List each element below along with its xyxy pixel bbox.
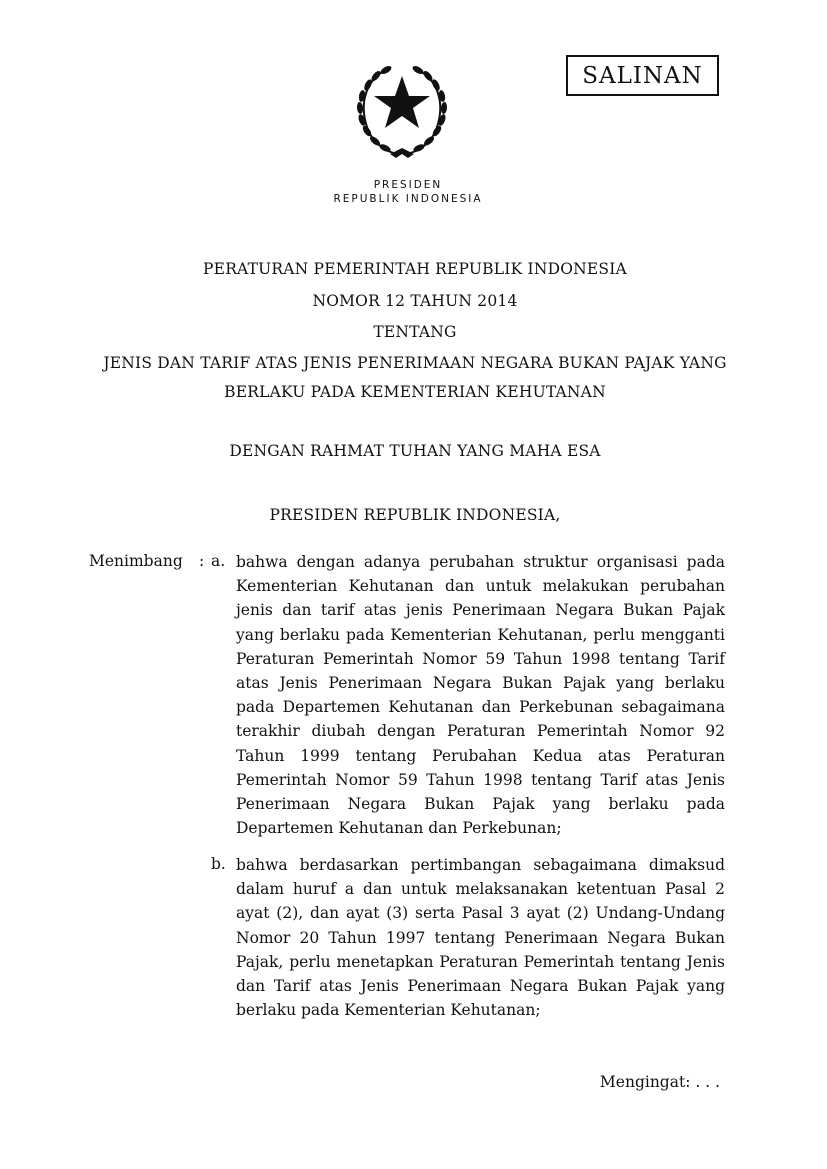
considerations-colon: : xyxy=(199,552,205,570)
consideration-b-text: bahwa berdasarkan pertimbangan sebagaimana dimaksud dalam huruf a dan untuk melaksanakan ketentuan Pasal 2 ayat (2), dan ayat (3) serta Pasal 3 ayat (2) Undang-Undang Nomor 20 Tahun 1997 tentang Penerimaan Negara Bukan Pajak, perlu menetapkan Peraturan Pemerintah tentang Jenis dan Tarif atas Jenis Penerimaan Negara Bukan Pajak yang berlaku pada Kementerian Kehutanan; xyxy=(236,856,725,1020)
issuer-line: PRESIDEN REPUBLIK INDONESIA, xyxy=(269,506,561,524)
regulation-number: NOMOR 12 TAHUN 2014 xyxy=(312,292,518,310)
salinan-stamp: SALINAN xyxy=(566,55,719,96)
consideration-a-text: bahwa dengan adanya perubahan struktur organisasi pada Kementerian Kehutanan dan untuk melakukan perubahan jenis dan tarif atas jenis Penerimaan Negara Bukan Pajak yang berlaku pada Kementerian Kehutanan, perlu mengganti Peraturan Pemerintah Nomor 59 Tahun 1998 tentang Tarif atas Jenis Penerimaan Negara Bukan Pajak yang berlaku pada Departemen Kehutanan dan Perkebunan sebagaimana terakhir diubah dengan Peraturan Pemerintah Nomor 92 Tahun 1999 tentang Perubahan Kedua atas Peraturan Pemerintah Nomor 59 Tahun 1998 tentang Tarif atas Jenis Penerimaan Negara Bukan Pajak yang berlaku pada Departemen Kehutanan dan Perkebunan; xyxy=(236,553,725,838)
emblem-caption xyxy=(258,178,558,206)
consideration-b-letter: b. xyxy=(211,855,226,873)
garuda-star-emblem-icon xyxy=(346,58,458,160)
consideration-a-letter: a. xyxy=(211,552,226,570)
emblem-caption-line1: PRESIDEN xyxy=(373,179,443,191)
considerations-label: Menimbang xyxy=(89,552,183,570)
regulation-subject-line2: BERLAKU PADA KEMENTERIAN KEHUTANAN xyxy=(224,383,606,401)
regulation-title: PERATURAN PEMERINTAH REPUBLIK INDONESIA xyxy=(203,260,627,278)
continuation-marker: Mengingat: . . . xyxy=(599,1073,720,1091)
regulation-about: TENTANG xyxy=(373,323,457,341)
emblem-caption-line2: REPUBLIK INDONESIA xyxy=(333,193,483,205)
invocation-line: DENGAN RAHMAT TUHAN YANG MAHA ESA xyxy=(229,442,601,460)
regulation-subject-line1: JENIS DAN TARIF ATAS JENIS PENERIMAAN NEGARA BUKAN PAJAK YANG xyxy=(103,354,727,372)
